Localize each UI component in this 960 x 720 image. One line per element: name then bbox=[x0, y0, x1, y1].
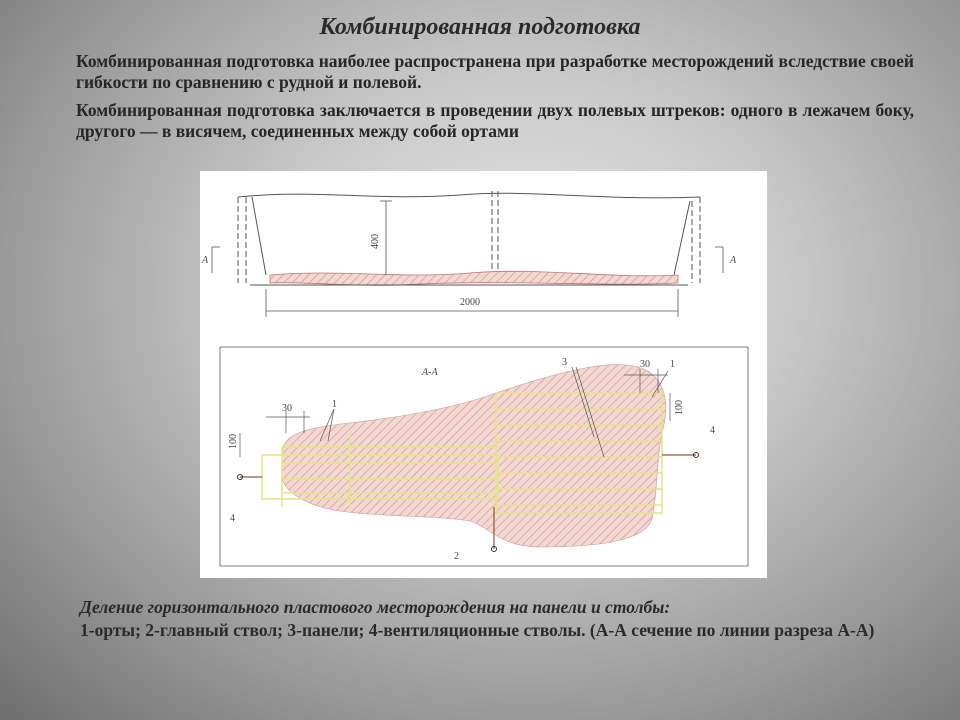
caption-heading: Деление горизонтального пластового месторождения на панели и столбы: bbox=[80, 597, 671, 617]
dim-width-label: 2000 bbox=[460, 297, 480, 308]
caption-body: 1-орты; 2-главный ствол; 3-панели; 4-вентиляционные стволы. (А-А сечение по линии разреза А-А) bbox=[80, 620, 875, 640]
mining-diagram bbox=[200, 171, 767, 578]
section-label: A-A bbox=[422, 367, 438, 378]
callout-2: 2 bbox=[454, 551, 459, 562]
callout-1-right: 1 bbox=[670, 359, 675, 370]
vertical-section bbox=[201, 191, 737, 317]
paragraph-1: Комбинированная подготовка наиболее распространена при разработке месторождений вследствие своей гибкости по сравнению с рудной и полевой. bbox=[76, 51, 914, 92]
slide-title: Комбинированная подготовка bbox=[319, 14, 641, 40]
dim-height-label: 400 bbox=[370, 234, 381, 249]
figure-caption bbox=[80, 596, 900, 642]
callout-3: 3 bbox=[562, 357, 567, 368]
dim-100-right: 100 bbox=[674, 400, 685, 415]
dim-30-left: 30 bbox=[282, 403, 292, 414]
callout-4-right: 4 bbox=[710, 425, 715, 436]
callout-4-left: 4 bbox=[230, 513, 235, 524]
section-mark-right: A bbox=[730, 255, 737, 266]
diagram-svg bbox=[200, 171, 767, 578]
paragraph-2: Комбинированная подготовка заключается в проведении двух полевых штреков: одного в лежачем боку, другого — в висячем, соединенных между собой ортами bbox=[76, 100, 914, 141]
surface-line bbox=[238, 193, 700, 198]
dim-100-left: 100 bbox=[228, 434, 239, 449]
section-mark-left: A bbox=[202, 255, 209, 266]
plan-view bbox=[220, 347, 748, 566]
dim-30-right: 30 bbox=[640, 359, 650, 370]
ore-seam bbox=[270, 271, 678, 285]
callout-1-left: 1 bbox=[332, 399, 337, 410]
